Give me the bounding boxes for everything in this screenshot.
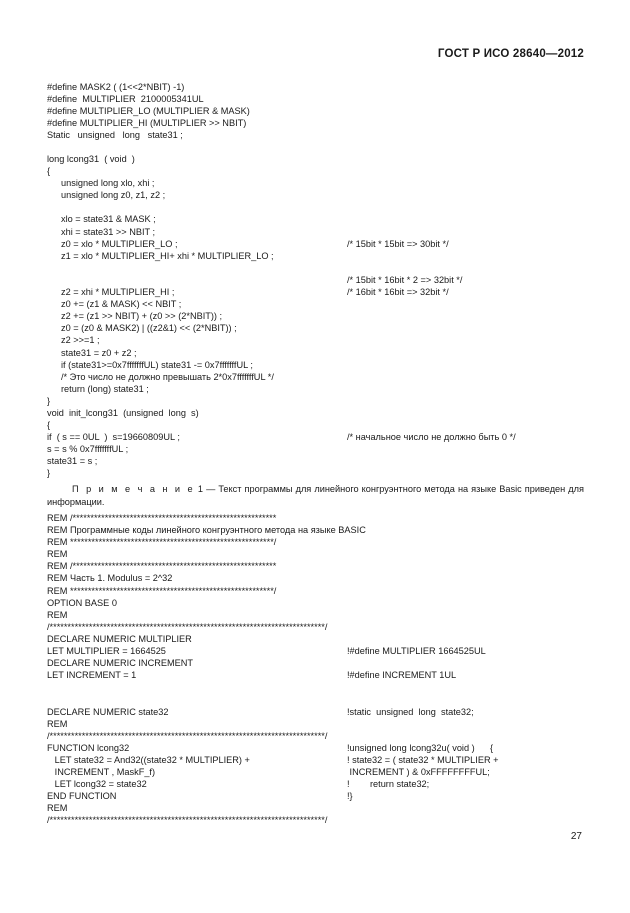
blank-line: [47, 201, 587, 213]
code-line: DECLARE NUMERIC MULTIPLIER: [47, 633, 192, 644]
code-line: LET lcong32 = state32 ! return state32;: [47, 779, 430, 790]
code-line: unsigned long xlo, xhi ;: [61, 178, 155, 189]
code-line: unsigned long z0, z1, z2 ;: [61, 190, 166, 201]
code-line: REM *********************************************************/: [47, 585, 277, 596]
code-comment: /* 15bit * 16bit * 2 => 32bit */: [347, 274, 463, 285]
code-line: /*****************************************************************************/: [47, 621, 328, 632]
code-line: z0 += (z1 & MASK) << NBIT ;: [61, 299, 182, 310]
page-number: 27: [570, 831, 582, 842]
code-line: z2 >>=1 ;: [61, 335, 100, 346]
code-line: REM: [47, 609, 68, 620]
code-comment: INCREMENT ) & 0xFFFFFFFFUL;: [347, 766, 490, 777]
code-line: s = s % 0x7fffffffUL ;: [47, 444, 129, 455]
code-line: void init_lcong31 (unsigned long s): [47, 408, 199, 418]
code-line: LET INCREMENT = 1 !#define INCREMENT 1UL: [47, 670, 457, 681]
code-line: xhi = state31 >> NBIT ;: [61, 226, 156, 237]
code-comment: !static unsigned long state32;: [347, 706, 474, 717]
lcong31-function: [47, 153, 587, 407]
code-line: z0 = (z0 & MASK2) | ((z2&1) << (2*NBIT)) ;: [61, 323, 237, 334]
code-line: #define MULTIPLIER_LO (MULTIPLIER & MASK): [47, 106, 250, 117]
blank-line: [47, 681, 587, 693]
code-line: z0 = xlo * MULTIPLIER_LO ; /* 15bit * 15bit => 30bit */: [61, 238, 449, 249]
init-lcong31-function: [47, 407, 587, 480]
code-line: /*****************************************************************************/: [47, 730, 328, 741]
code-line: LET state32 = And32((state32 * MULTIPLIER) + ! state32 = ( state32 * MULTIPLIER +: [47, 754, 499, 765]
code-line: {: [47, 166, 51, 177]
code-line: REM *********************************************************/: [47, 537, 277, 548]
blank-line: [47, 693, 587, 705]
note-paragraph: [47, 483, 584, 509]
code-comment: ! return state32;: [347, 779, 430, 790]
code-line: state31 = s ;: [47, 456, 98, 467]
code-comment: !unsigned long lcong32u( void ) {: [347, 742, 494, 753]
code-line: DECLARE NUMERIC state32 !static unsigned long state32;: [47, 706, 474, 717]
code-line: DECLARE NUMERIC INCREMENT: [47, 658, 193, 669]
code-line: INCREMENT , MaskF_f) INCREMENT ) & 0xFFFFFFFFUL;: [47, 766, 490, 777]
code-line: z1 = xlo * MULTIPLIER_HI+ xhi * MULTIPLIER_LO ;: [61, 250, 274, 261]
code-line: }: [47, 468, 51, 479]
code-line: #define MASK2 ( (1<<2*NBIT) -1): [47, 82, 185, 92]
code-line: [47, 274, 587, 286]
code-line: state31 = z0 + z2 ;: [61, 347, 137, 358]
code-line: OPTION BASE 0: [47, 597, 117, 608]
code-line: REM: [47, 549, 68, 560]
code-line: if (state31>=0x7fffffffUL) state31 -= 0x7fffffffUL ;: [61, 359, 253, 370]
code-comment: ! state32 = ( state32 * MULTIPLIER +: [347, 754, 499, 765]
code-line: #define MULTIPLIER 2100005341UL: [47, 94, 204, 105]
code-line: LET MULTIPLIER = 1664525 !#define MULTIPLIER 1664525UL: [47, 646, 486, 657]
standard-designation: ГОСТ Р ИСО 28640—2012: [437, 48, 584, 60]
code-line: Static unsigned long state31 ;: [47, 130, 183, 141]
code-line: z2 += (z1 >> NBIT) + (z0 >> (2*NBIT)) ;: [61, 311, 223, 322]
code-line: z2 = xhi * MULTIPLIER_HI ; /* 16bit * 16bit => 32bit */: [61, 287, 449, 298]
code-line: return (long) state31 ;: [61, 383, 149, 394]
code-line: if ( s == 0UL ) s=19660809UL ; /* начальное число не должно быть 0 */: [47, 432, 516, 443]
code-line: REM Часть 1. Modulus = 2^32: [47, 573, 173, 584]
code-comment: !#define MULTIPLIER 1664525UL: [347, 646, 486, 657]
code-line: REM: [47, 718, 68, 729]
code-comment: !#define INCREMENT 1UL: [347, 670, 457, 681]
basic-listing: [47, 512, 587, 826]
code-comment: /* 15bit * 15bit => 30bit */: [347, 238, 449, 249]
code-line: REM Программные коды линейного конгруэнтного метода на языке BASIC: [47, 525, 366, 536]
code-line: }: [47, 395, 51, 406]
code-line: /*****************************************************************************/: [47, 815, 328, 826]
note-text: 1 — Текст программы для линейного конгруэнтного метода на языке Basic приведен для информации.: [47, 484, 584, 507]
code-line: REM /*********************************************************: [47, 513, 277, 523]
code-line: REM /*********************************************************: [47, 561, 277, 572]
code-comment: /* 16bit * 16bit => 32bit */: [347, 287, 449, 298]
code-line: FUNCTION lcong32 !unsigned long lcong32u( void ) {: [47, 742, 494, 753]
code-comment: /* начальное число не должно быть 0 */: [347, 432, 516, 443]
defines-block: [47, 81, 587, 141]
code-line: xlo = state31 & MASK ;: [61, 214, 156, 225]
note-label: П р и м е ч а н и е: [72, 484, 195, 494]
code-line: long lcong31 ( void ): [47, 154, 135, 164]
blank-line: [47, 262, 587, 274]
code-line: END FUNCTION !}: [47, 791, 353, 802]
code-line: #define MULTIPLIER_HI (MULTIPLIER >> NBIT): [47, 118, 247, 129]
code-line: {: [47, 420, 51, 431]
code-comment: !}: [347, 791, 353, 802]
code-line: /* Это число не должно превышать 2*0x7fffffffUL */: [61, 371, 274, 382]
code-line: REM: [47, 803, 68, 814]
